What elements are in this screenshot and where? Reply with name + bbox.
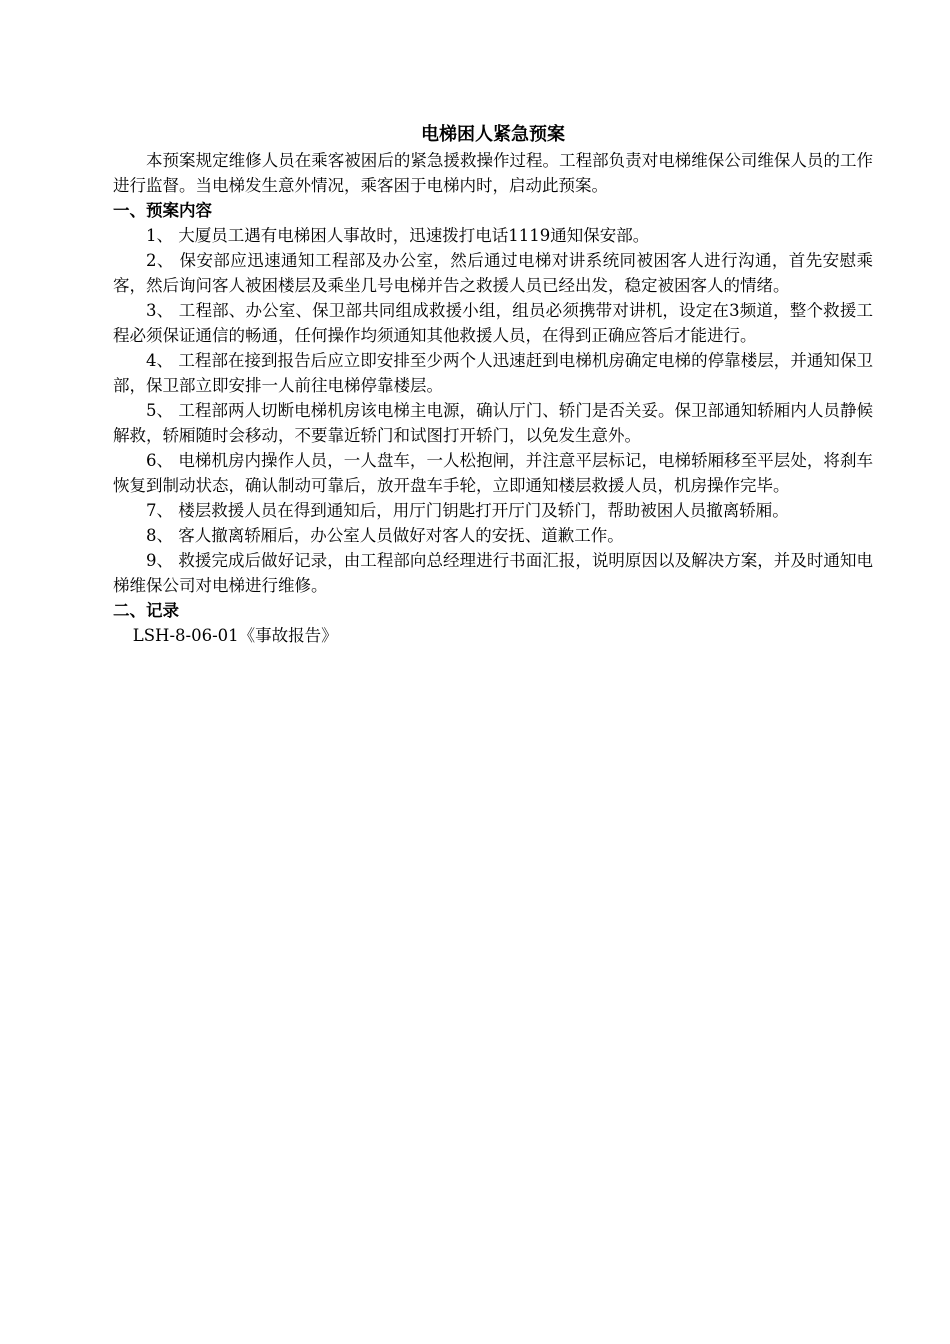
plan-item-5: 5、 工程部两人切断电梯机房该电梯主电源，确认厅门、轿门是否关妥。保卫部通知轿厢内人员静候解救，轿厢随时会移动，不要靠近轿门和试图打开轿门，以免发生意外。 (113, 401, 873, 445)
plan-item-8: 8、 客人撤离轿厢后，办公室人员做好对客人的安抚、道歉工作。 (146, 526, 624, 545)
document-title: 电梯困人紧急预案 (421, 124, 565, 145)
plan-item-3: 3、 工程部、办公室、保卫部共同组成救援小组，组员必须携带对讲机，设定在3频道，整个救援工程必须保证通信的畅通，任何操作均须通知其他救援人员，在得到正确应答后才能进行。 (113, 301, 873, 345)
plan-item-4: 4、 工程部在接到报告后应立即安排至少两个人迅速赶到电梯机房确定电梯的停靠楼层，并通知保卫部，保卫部立即安排一人前往电梯停靠楼层。 (113, 351, 873, 395)
section-heading-records: 二、记录 (113, 601, 179, 620)
plan-item-9: 9、 救援完成后做好记录，由工程部向总经理进行书面汇报，说明原因以及解决方案，并及时通知电梯维保公司对电梯进行维修。 (113, 551, 873, 595)
intro-paragraph: 本预案规定维修人员在乘客被困后的紧急援救操作过程。工程部负责对电梯维保公司维保人员的工作进行监督。当电梯发生意外情况，乘客困于电梯内时，启动此预案。 (113, 151, 873, 195)
record-reference: LSH-8-06-01《事故报告》 (132, 626, 338, 645)
plan-item-6: 6、 电梯机房内操作人员，一人盘车，一人松抱闸，并注意平层标记，电梯轿厢移至平层处，将刹车恢复到制动状态，确认制动可靠后，放开盘车手轮，立即通知楼层救援人员，机房操作完毕。 (113, 451, 873, 495)
plan-item-2: 2、 保安部应迅速通知工程部及办公室，然后通过电梯对讲系统同被困客人进行沟通，首先安慰乘客，然后询问客人被困楼层及乘坐几号电梯并告之救援人员已经出发，稳定被困客人的情绪。 (113, 251, 873, 295)
plan-item-1: 1、 大厦员工遇有电梯困人事故时，迅速拨打电话1119通知保安部。 (146, 226, 650, 245)
section-heading-plan-content: 一、预案内容 (113, 201, 212, 220)
document-page (113, 122, 873, 648)
plan-item-7: 7、 楼层救援人员在得到通知后，用厅门钥匙打开厅门及轿门，帮助被困人员撤离轿厢。 (146, 501, 789, 520)
